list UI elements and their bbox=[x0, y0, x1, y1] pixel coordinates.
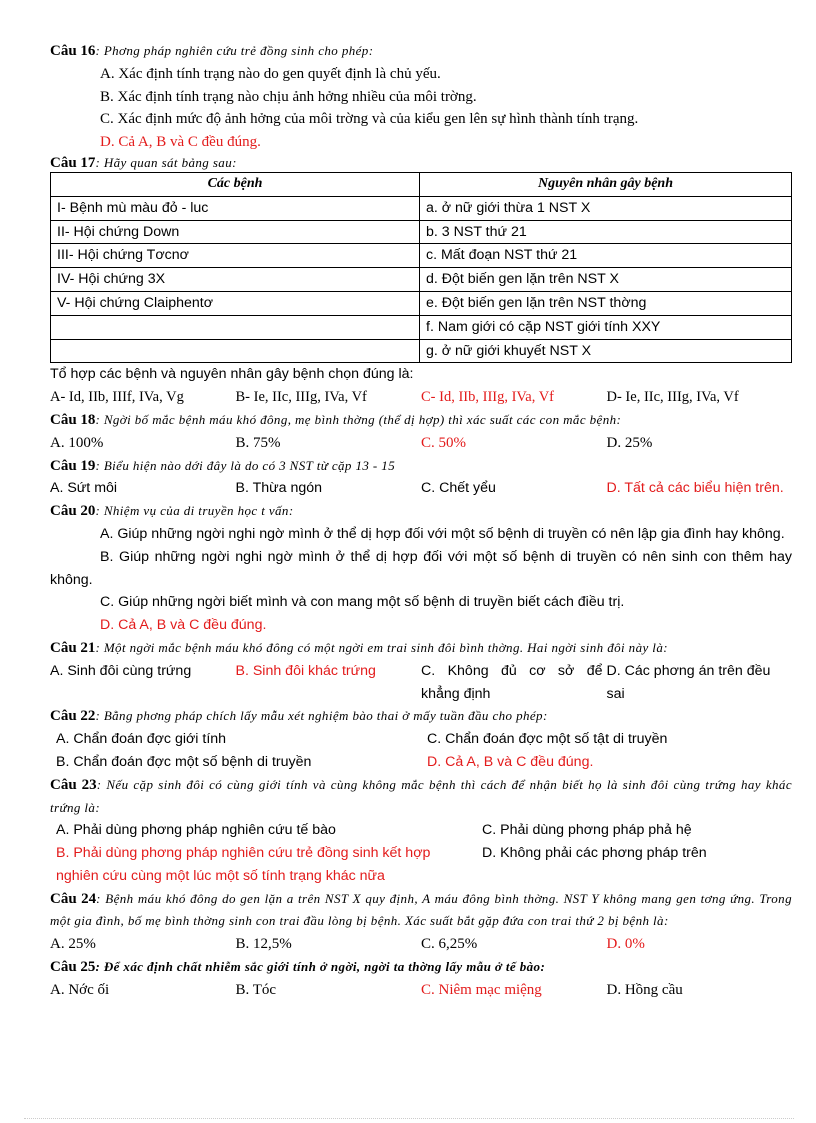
column-header-diseases: Các bệnh bbox=[51, 172, 420, 196]
options-row bbox=[50, 979, 792, 1002]
option-a: A. Phải dùng phơng pháp nghiên cứu tế bào bbox=[56, 822, 336, 839]
option-c: C. Chẩn đoán đợc một số tật di truyền bbox=[427, 731, 668, 748]
cause-cell: g. ở nữ giới khuyết NST X bbox=[420, 339, 792, 363]
option-a: A. Xác định tính trạng nào do gen quyết định là chủ yếu. bbox=[100, 65, 441, 82]
question-number: Câu 20 bbox=[50, 503, 96, 520]
option-c: C. Giúp những ngời biết mình và con mang một số bệnh di truyền biết cách điều trị. bbox=[100, 594, 625, 611]
option-c: C. Không đủ cơ sở để khẳng định bbox=[421, 662, 603, 702]
disease-cell: II- Hội chứng Down bbox=[51, 220, 420, 244]
answer-option-d: D. Cả A, B và C đều đúng. bbox=[427, 753, 594, 770]
answer-option-c: C- Id, IIb, IIIg, IVa, Vf bbox=[421, 389, 555, 406]
option-d: D. Hồng cầu bbox=[606, 981, 683, 998]
question-16 bbox=[50, 40, 792, 154]
question-number: Câu 23 bbox=[50, 776, 97, 793]
question-24 bbox=[50, 888, 792, 956]
option-c: C. Xác định mức độ ảnh hởng của môi trờng và của kiểu gen lên sự hình thành tính trạng. bbox=[100, 111, 639, 128]
option-c: C. 6,25% bbox=[421, 936, 478, 953]
disease-cell: I- Bệnh mù màu đỏ - luc bbox=[51, 196, 420, 220]
cause-cell: a. ở nữ giới thừa 1 NST X bbox=[420, 196, 792, 220]
question-17 bbox=[50, 154, 792, 409]
disease-cell: V- Hội chứng Claiphentơ bbox=[51, 291, 420, 315]
question-text: : Bằng phơng pháp chích lấy mẫu xét nghiệm bào thai ở mấy tuần đầu cho phép: bbox=[95, 708, 548, 724]
question-19 bbox=[50, 455, 792, 501]
options-row bbox=[50, 386, 792, 409]
question-text: : Biểu hiện nào dới đây là do có 3 NST từ cặp 13 - 15 bbox=[95, 457, 396, 473]
disease-cell: III- Hội chứng Tơcnơ bbox=[51, 244, 420, 268]
option-b: B. Thừa ngón bbox=[235, 480, 323, 497]
option-d: D. Các phơng án trên đều sai bbox=[606, 662, 771, 702]
table-row bbox=[51, 315, 792, 339]
option-a: A. Giúp những ngời nghi ngờ mình ở thể dị hợp đối với một số bệnh di truyền có nên lập gia đình hay không. bbox=[100, 525, 785, 542]
cause-cell: b. 3 NST thứ 21 bbox=[420, 220, 792, 244]
question-18 bbox=[50, 409, 792, 455]
option-b: B. Tóc bbox=[235, 981, 277, 998]
question-number: Câu 18 bbox=[50, 411, 96, 428]
options-row bbox=[50, 751, 792, 774]
option-b: B- Ie, IIc, IIIg, IVa, Vf bbox=[235, 389, 367, 406]
option-d: D- Ie, IIc, IIIg, IVa, Vf bbox=[606, 389, 739, 406]
table-row bbox=[51, 268, 792, 292]
option-a: A. Chẩn đoán đợc giới tính bbox=[56, 731, 227, 748]
option-a: A. 25% bbox=[50, 936, 96, 953]
question-text: : Nếu cặp sinh đôi có cùng giới tính và cùng không mắc bệnh thì cách để nhận biết họ là sinh đôi cùng trứng hay khác trứng là: bbox=[50, 776, 792, 815]
table-row bbox=[51, 339, 792, 363]
table-row bbox=[51, 220, 792, 244]
answer-option-c: C. Niêm mạc miệng bbox=[421, 981, 542, 998]
answer-option-d: D. Cả A, B và C đều đúng. bbox=[100, 134, 261, 151]
option-a: A. Sứt môi bbox=[50, 480, 118, 497]
disease-cell bbox=[51, 339, 420, 363]
option-c: C. Chết yểu bbox=[421, 480, 496, 497]
option-c: C. Phải dùng phơng pháp phả hệ bbox=[482, 822, 692, 839]
question-text: : Hãy quan sát bảng sau: bbox=[95, 154, 237, 170]
option-b: B. Chẩn đoán đợc một số bệnh di truyền bbox=[56, 753, 312, 770]
question-22 bbox=[50, 705, 792, 773]
question-text: : Một ngời mắc bệnh máu khó đông có một ngời em trai sinh đôi bình thờng. Hai ngời sinh đôi này là: bbox=[95, 639, 668, 655]
question-number: Câu 25 bbox=[50, 959, 96, 976]
question-prompt: Tổ hợp các bệnh và nguyên nhân gây bệnh chọn đúng là: bbox=[50, 366, 414, 383]
options-row bbox=[50, 842, 792, 888]
table-row bbox=[51, 291, 792, 315]
quiz-page bbox=[50, 40, 792, 1002]
answer-option-b: B. Phải dùng phơng pháp nghiên cứu trẻ đồng sinh kết hợp nghiên cứu cùng một lúc một số tính trạng khác nữa bbox=[56, 845, 431, 884]
page-footer-divider bbox=[24, 1118, 794, 1119]
answer-option-c: C. 50% bbox=[421, 434, 466, 451]
question-number: Câu 24 bbox=[50, 890, 97, 907]
question-text: : Nhiệm vụ của di truyền học t vấn: bbox=[95, 503, 294, 519]
question-number: Câu 21 bbox=[50, 639, 96, 656]
question-20 bbox=[50, 500, 792, 637]
disease-cell: IV- Hội chứng 3X bbox=[51, 268, 420, 292]
answer-option-d: D. Tất cả các biểu hiện trên. bbox=[606, 480, 784, 497]
question-21 bbox=[50, 637, 792, 705]
option-a: A. 100% bbox=[50, 434, 104, 451]
cause-cell: f. Nam giới có cặp NST giới tính XXY bbox=[420, 315, 792, 339]
disease-cause-table bbox=[50, 172, 792, 363]
answer-option-b: B. Sinh đôi khác trứng bbox=[235, 662, 376, 679]
question-25 bbox=[50, 956, 792, 1002]
column-header-causes: Nguyên nhân gây bệnh bbox=[420, 172, 792, 196]
question-number: Câu 19 bbox=[50, 457, 96, 474]
question-number: Câu 16 bbox=[50, 43, 96, 59]
option-b: B. Giúp những ngời nghi ngờ mình ở thể dị hợp đối với một số bệnh di truyền có nên sinh con thêm hay không. bbox=[50, 548, 792, 588]
disease-cell bbox=[51, 315, 420, 339]
option-d: D. Không phải các phơng pháp trên bbox=[482, 845, 707, 862]
question-text: : Để xác định chất nhiễm sắc giới tính ở ngời, ngời ta thờng lấy mẫu ở tế bào: bbox=[95, 959, 546, 975]
answer-option-d: D. Cả A, B và C đều đúng. bbox=[100, 617, 267, 634]
option-b: B. 12,5% bbox=[235, 936, 292, 953]
question-text: : Phơng pháp nghiên cứu trẻ đồng sinh cho phép: bbox=[95, 43, 374, 58]
option-a: A- Id, IIb, IIIf, IVa, Vg bbox=[50, 389, 184, 406]
question-text: : Ngời bố mắc bệnh máu khó đông, mẹ bình thờng (thể dị hợp) thì xác suất các con mắc bệnh: bbox=[95, 411, 622, 427]
question-text: : Bệnh máu khó đông do gen lặn a trên NST X quy định, A máu đông bình thờng. NST Y không mang gen tơng ứng. Trong một gia đình, bố mẹ bình thờng sinh con trai đầu lòng bị bệnh. Xác suất bắt gặp đứa con trai thứ 2 bị bệnh là: bbox=[50, 890, 792, 929]
cause-cell: d. Đột biến gen lặn trên NST X bbox=[420, 268, 792, 292]
options-row bbox=[50, 819, 792, 842]
options-row bbox=[50, 728, 792, 751]
table-row bbox=[51, 196, 792, 220]
option-a: A. Sinh đôi cùng trứng bbox=[50, 662, 192, 679]
option-b: B. 75% bbox=[235, 434, 281, 451]
option-a: A. Nớc ối bbox=[50, 981, 110, 998]
options-row bbox=[50, 933, 792, 956]
question-23 bbox=[50, 774, 792, 888]
question-number: Câu 22 bbox=[50, 708, 96, 725]
answer-option-d: D. 0% bbox=[606, 936, 645, 953]
option-d: D. 25% bbox=[606, 434, 653, 451]
cause-cell: c. Mất đoạn NST thứ 21 bbox=[420, 244, 792, 268]
options-row bbox=[50, 432, 792, 455]
table-header-row bbox=[51, 172, 792, 196]
question-number: Câu 17 bbox=[50, 154, 96, 171]
options-row bbox=[50, 660, 792, 706]
table-row bbox=[51, 244, 792, 268]
options-row bbox=[50, 477, 792, 500]
cause-cell: e. Đột biến gen lặn trên NST thờng bbox=[420, 291, 792, 315]
option-b: B. Xác định tính trạng nào chịu ảnh hởng nhiều của môi trờng. bbox=[100, 88, 477, 105]
